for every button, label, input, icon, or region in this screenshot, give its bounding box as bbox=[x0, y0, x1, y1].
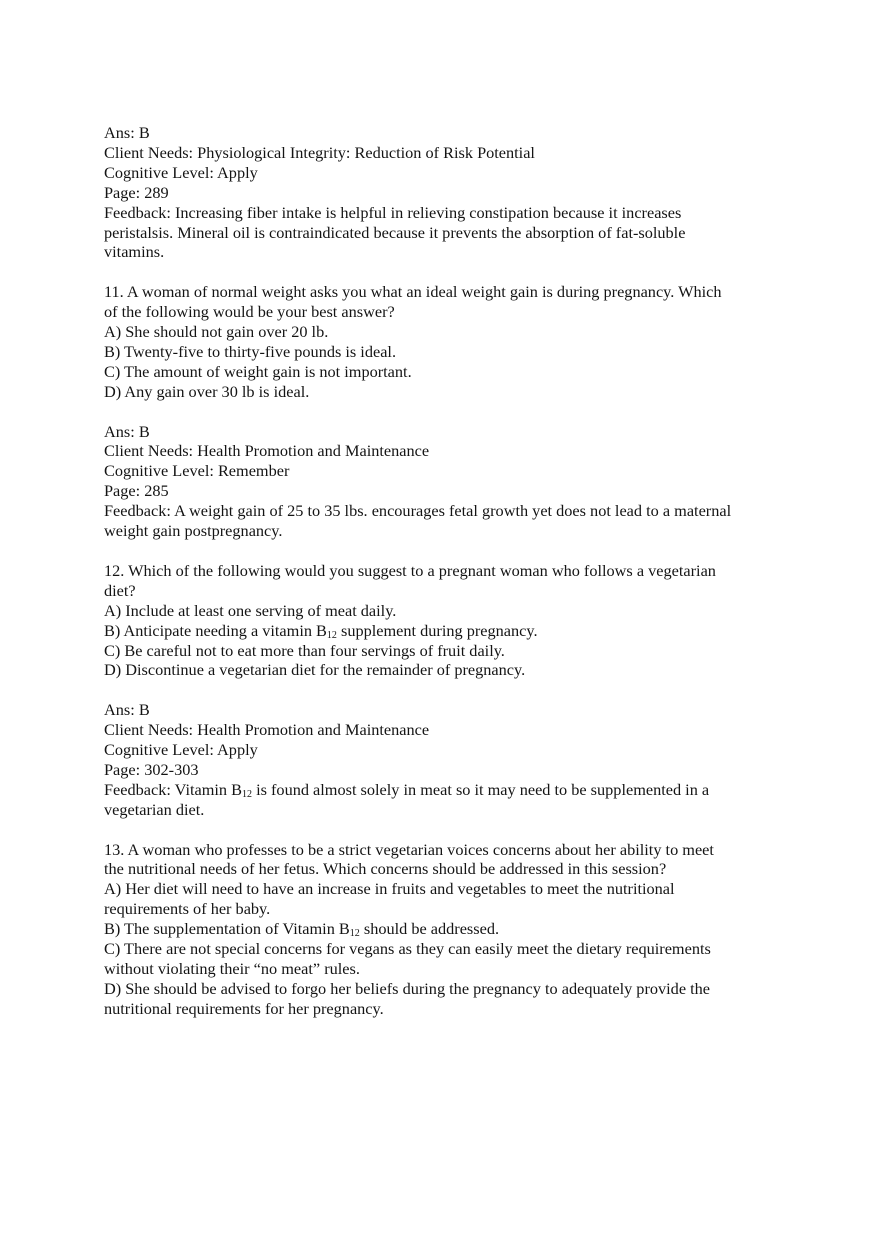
question-stem: 12. Which of the following would you suggest to a pregnant woman who follows a vegetarian bbox=[104, 560, 716, 580]
question-stem: the nutritional needs of her fetus. Which concerns should be addressed in this session? bbox=[104, 859, 667, 879]
option-b bbox=[104, 621, 794, 641]
spacer bbox=[104, 262, 794, 282]
feedback-line bbox=[104, 780, 794, 800]
option-c: C) Be careful not to eat more than four servings of fruit daily. bbox=[104, 640, 505, 660]
feedback-line: weight gain postpregnancy. bbox=[104, 521, 283, 541]
subscript: 12 bbox=[326, 629, 337, 641]
option-a-continued: requirements of her baby. bbox=[104, 899, 271, 919]
question-stem: diet? bbox=[104, 580, 136, 600]
option-a: A) Her diet will need to have an increase in fruits and vegetables to meet the nutritional bbox=[104, 879, 675, 899]
option-c: C) There are not special concerns for vegans as they can easily meet the dietary requirements bbox=[104, 939, 711, 959]
option-text: B) Anticipate needing a vitamin B bbox=[104, 620, 327, 640]
option-d: D) Discontinue a vegetarian diet for the remainder of pregnancy. bbox=[104, 660, 526, 680]
question-13 bbox=[104, 840, 794, 1019]
option-d: D) She should be advised to forgo her beliefs during the pregnancy to adequately provide the bbox=[104, 978, 711, 998]
answer-line: Ans: B bbox=[104, 700, 150, 720]
question-11 bbox=[104, 282, 794, 401]
subscript: 12 bbox=[349, 928, 360, 940]
option-b bbox=[104, 919, 794, 939]
spacer bbox=[104, 680, 794, 700]
client-needs-line: Client Needs: Health Promotion and Maintenance bbox=[104, 720, 430, 740]
feedback-text: is found almost solely in meat so it may need to be supplemented in a bbox=[252, 779, 710, 799]
option-a: A) She should not gain over 20 lb. bbox=[104, 322, 329, 342]
answer-block-11 bbox=[104, 422, 794, 541]
feedback-line: vitamins. bbox=[104, 242, 165, 262]
feedback-line: peristalsis. Mineral oil is contraindicated because it prevents the absorption of fat-soluble bbox=[104, 222, 686, 242]
option-d-continued: nutritional requirements for her pregnancy. bbox=[104, 998, 384, 1018]
page-ref-line: Page: 289 bbox=[104, 182, 169, 202]
page-ref-line: Page: 302-303 bbox=[104, 759, 199, 779]
feedback-line: Feedback: A weight gain of 25 to 35 lbs. encourages fetal growth yet does not lead to a maternal bbox=[104, 501, 732, 521]
option-text: B) The supplementation of Vitamin B bbox=[104, 919, 350, 939]
spacer bbox=[104, 541, 794, 561]
option-d: D) Any gain over 30 lb is ideal. bbox=[104, 381, 310, 401]
option-c-continued: without violating their “no meat” rules. bbox=[104, 958, 360, 978]
feedback-text: Feedback: Vitamin B bbox=[104, 779, 242, 799]
option-text: should be addressed. bbox=[359, 919, 500, 939]
answer-line: Ans: B bbox=[104, 421, 150, 441]
option-b: B) Twenty-five to thirty-five pounds is ideal. bbox=[104, 341, 397, 361]
question-12 bbox=[104, 561, 794, 680]
client-needs-line: Client Needs: Health Promotion and Maintenance bbox=[104, 441, 430, 461]
cognitive-level-line: Cognitive Level: Apply bbox=[104, 162, 258, 182]
feedback-line: Feedback: Increasing fiber intake is helpful in relieving constipation because it increases bbox=[104, 202, 682, 222]
answer-block-12 bbox=[104, 700, 794, 819]
question-stem: 11. A woman of normal weight asks you what an ideal weight gain is during pregnancy. Which bbox=[104, 282, 722, 302]
question-stem: of the following would be your best answer? bbox=[104, 302, 395, 322]
answer-block-10 bbox=[104, 123, 794, 262]
option-a: A) Include at least one serving of meat daily. bbox=[104, 600, 397, 620]
document-page bbox=[104, 123, 794, 1019]
option-c: C) The amount of weight gain is not important. bbox=[104, 361, 412, 381]
spacer bbox=[104, 402, 794, 422]
question-stem: 13. A woman who professes to be a strict vegetarian voices concerns about her ability to meet bbox=[104, 839, 714, 859]
feedback-line: vegetarian diet. bbox=[104, 799, 205, 819]
option-text: supplement during pregnancy. bbox=[336, 620, 538, 640]
page-ref-line: Page: 285 bbox=[104, 481, 169, 501]
cognitive-level-line: Cognitive Level: Apply bbox=[104, 740, 258, 760]
answer-line: Ans: B bbox=[104, 123, 150, 142]
spacer bbox=[104, 820, 794, 840]
client-needs-line: Client Needs: Physiological Integrity: Reduction of Risk Potential bbox=[104, 142, 535, 162]
subscript: 12 bbox=[242, 788, 252, 800]
cognitive-level-line: Cognitive Level: Remember bbox=[104, 461, 290, 481]
